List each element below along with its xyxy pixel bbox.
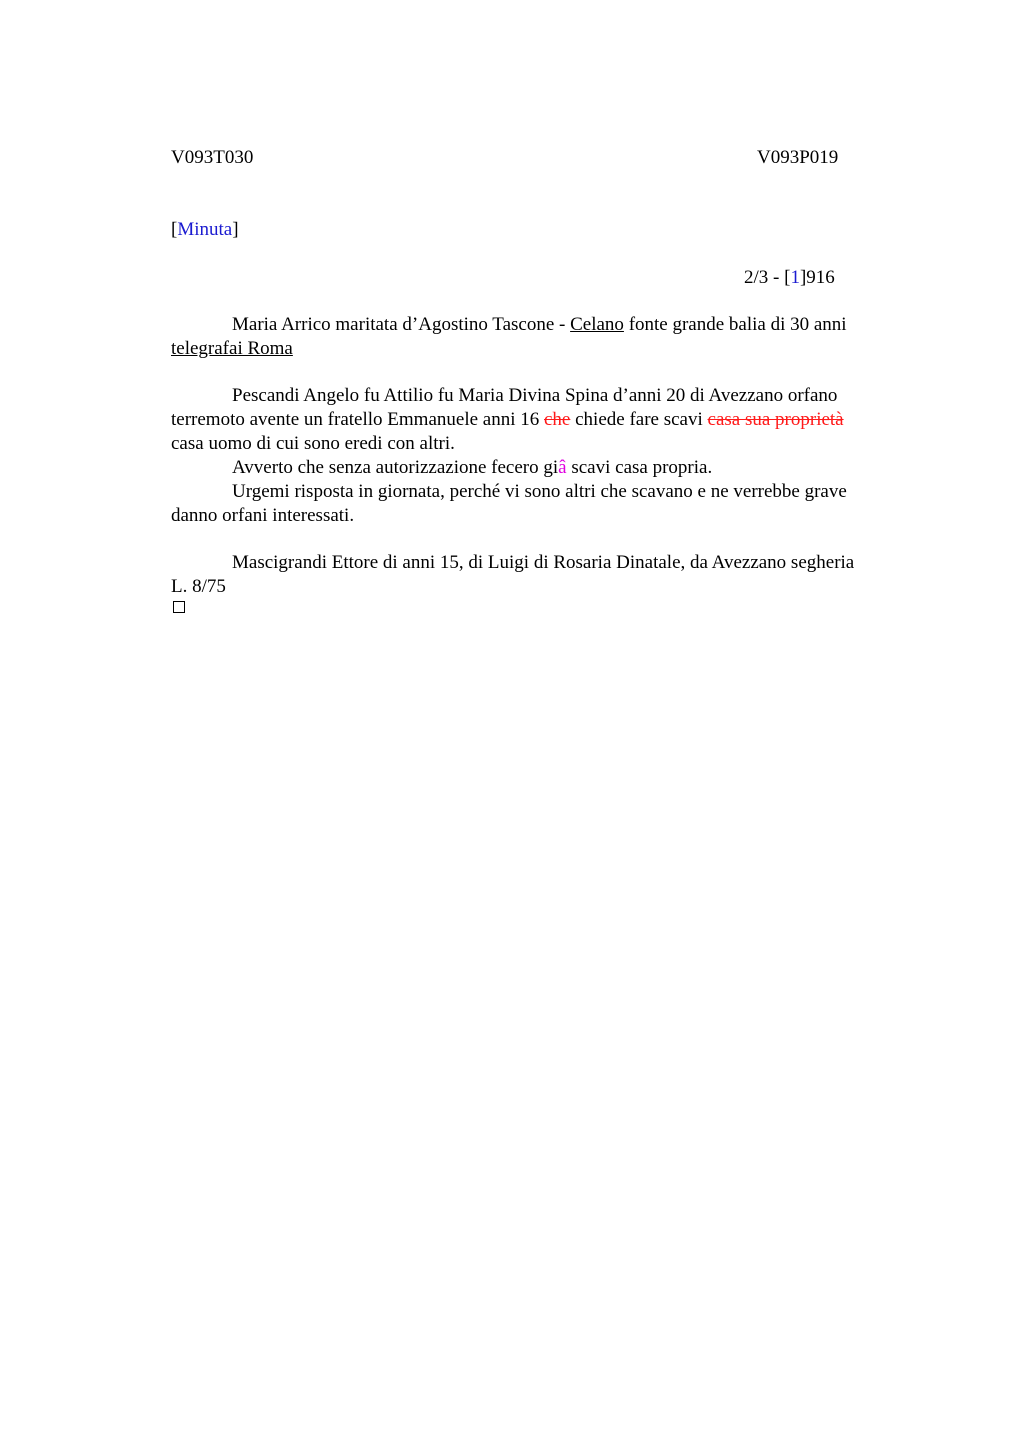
entry1-line1 <box>232 313 847 337</box>
entry2-accent-letter: â <box>558 457 567 478</box>
entry3-line1: Mascigrandi Ettore di anni 15, di Luigi di Rosaria Dinatale, da Avezzano segheria <box>232 552 855 573</box>
entry1-text-b: fonte grande balia di 30 anni <box>623 314 847 335</box>
entry2-line3: casa uomo di cui sono eredi con altri. <box>171 433 455 454</box>
entry2-line2 <box>171 408 844 432</box>
entry2-deleted-word: che <box>544 409 571 430</box>
date-suffix: ]916 <box>799 267 835 288</box>
entry2-text-a: terremoto avente un fratello Emmanuele anni 16 <box>171 409 544 430</box>
date-prefix: 2/3 - [ <box>744 267 791 288</box>
document-date <box>744 266 835 290</box>
entry2-text-b: chiede fare scavi <box>570 409 708 430</box>
entry1-place: Celano <box>570 314 624 335</box>
entry1-text-a: Maria Arrico maritata d’Agostino Tascone - <box>232 314 571 335</box>
entry2-deleted-phrase: casa sua proprietà <box>707 409 844 430</box>
minuta-label <box>171 218 239 242</box>
entry2-text-c: Avverto che senza autorizzazione fecero gi <box>232 457 559 478</box>
minuta-close-bracket: ] <box>232 219 239 240</box>
minuta-open-bracket: [ <box>171 219 178 240</box>
entry1-line2 <box>171 337 293 361</box>
entry3-line2: L. 8/75 <box>171 576 226 597</box>
checkbox-square-icon <box>173 601 185 613</box>
header-left-code: V093T030 <box>171 147 254 168</box>
header-right-code: V093P019 <box>757 147 839 168</box>
entry2-text-d: scavi casa propria. <box>566 457 713 478</box>
entry2-line1: Pescandi Angelo fu Attilio fu Maria Divina Spina d’anni 20 di Avezzano orfano <box>232 385 838 406</box>
minuta-text: Minuta <box>177 219 233 240</box>
entry2-line5: Urgemi risposta in giornata, perché vi sono altri che scavano e ne verrebbe grave <box>232 481 847 502</box>
entry2-line6: danno orfani interessati. <box>171 505 355 526</box>
entry2-line4 <box>232 456 712 480</box>
entry1-telegram: telegrafai Roma <box>171 338 293 359</box>
date-inserted-digit: 1 <box>790 267 800 288</box>
